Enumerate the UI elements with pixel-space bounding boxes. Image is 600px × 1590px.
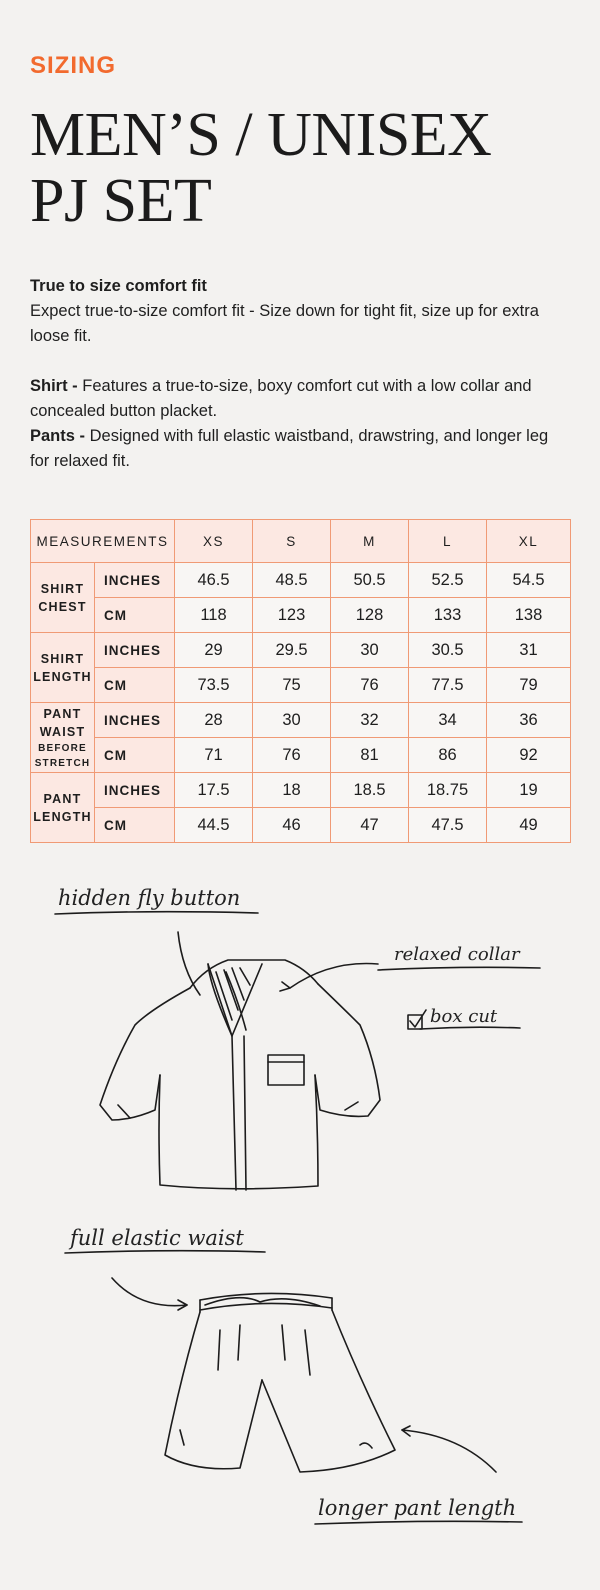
box-cut-check [410, 1010, 426, 1027]
table-cell: 18 [253, 773, 331, 808]
table-cell: 30.5 [409, 633, 487, 668]
size-header-s: S [253, 520, 331, 563]
table-cell: 81 [331, 738, 409, 773]
fit-heading: True to size comfort fit [30, 277, 207, 295]
unit-label: INCHES [95, 703, 175, 738]
shirt-description [30, 374, 550, 424]
measurements-header: MEASUREMENTS [31, 520, 175, 563]
unit-label: INCHES [95, 633, 175, 668]
annotation-box-cut: box cut [430, 1006, 498, 1027]
unit-label: INCHES [95, 773, 175, 808]
garment-sketch [0, 860, 600, 1580]
size-header-m: M [331, 520, 409, 563]
unit-label: INCHES [95, 563, 175, 598]
group-label-shirt-length: SHIRT LENGTH [31, 633, 95, 703]
table-cell: 31 [487, 633, 571, 668]
table-cell: 17.5 [175, 773, 253, 808]
size-chart-table [30, 519, 571, 843]
leader-pant-length [402, 1430, 496, 1472]
table-cell: 47 [331, 808, 409, 843]
table-header-row [31, 520, 571, 563]
shirt-label: Shirt - [30, 377, 78, 395]
table-cell: 75 [253, 668, 331, 703]
table-cell: 52.5 [409, 563, 487, 598]
size-header-l: L [409, 520, 487, 563]
unit-label: CM [95, 738, 175, 773]
table-cell: 76 [253, 738, 331, 773]
table-cell: 49 [487, 808, 571, 843]
group-label-pant-length: PANT LENGTH [31, 773, 95, 843]
table-cell: 138 [487, 598, 571, 633]
table-row [31, 703, 571, 738]
table-cell: 76 [331, 668, 409, 703]
underline-elastic-waist [65, 1251, 265, 1253]
table-cell: 54.5 [487, 563, 571, 598]
leader-elastic-waist [112, 1278, 187, 1306]
shirt-text: Features a true-to-size, boxy comfort cut with a low collar and concealed button placket. [30, 377, 532, 420]
table-cell: 133 [409, 598, 487, 633]
table-cell: 71 [175, 738, 253, 773]
table-cell: 19 [487, 773, 571, 808]
table-cell: 118 [175, 598, 253, 633]
table-row [31, 738, 571, 773]
arrow-relaxed-collar [280, 982, 290, 991]
unit-label: CM [95, 598, 175, 633]
table-cell: 44.5 [175, 808, 253, 843]
table-cell: 30 [253, 703, 331, 738]
annotation-relaxed-collar: relaxed collar [394, 944, 520, 965]
annotation-hidden-fly: hidden fly button [58, 886, 241, 910]
underline-pant-length [315, 1521, 522, 1524]
table-cell: 18.75 [409, 773, 487, 808]
table-cell: 48.5 [253, 563, 331, 598]
shorts-sketch [165, 1293, 395, 1472]
table-cell: 47.5 [409, 808, 487, 843]
table-cell: 29.5 [253, 633, 331, 668]
group-label-pant-waist: PANT WAIST BEFORE STRETCH [31, 703, 95, 773]
table-row [31, 633, 571, 668]
table-cell: 128 [331, 598, 409, 633]
table-cell: 34 [409, 703, 487, 738]
table-cell: 29 [175, 633, 253, 668]
table-cell: 79 [487, 668, 571, 703]
underline-hidden-fly [55, 912, 258, 914]
leader-hidden-fly [178, 932, 200, 995]
table-row [31, 773, 571, 808]
table-row [31, 808, 571, 843]
table-cell: 123 [253, 598, 331, 633]
unit-label: CM [95, 668, 175, 703]
shirt-sketch [100, 960, 380, 1190]
group-label-shirt-chest: SHIRT CHEST [31, 563, 95, 633]
section-eyebrow: SIZING [30, 52, 117, 79]
table-cell: 46.5 [175, 563, 253, 598]
underline-relaxed-collar [378, 967, 540, 970]
table-cell: 18.5 [331, 773, 409, 808]
table-cell: 30 [331, 633, 409, 668]
unit-label: CM [95, 808, 175, 843]
table-cell: 92 [487, 738, 571, 773]
page-title [30, 102, 491, 234]
annotation-elastic-waist: full elastic waist [70, 1226, 244, 1250]
table-cell: 73.5 [175, 668, 253, 703]
leader-relaxed-collar [290, 964, 378, 989]
fit-text: Expect true-to-size comfort fit - Size down for tight fit, size up for extra loose fit. [30, 302, 539, 345]
table-cell: 36 [487, 703, 571, 738]
pants-description [30, 424, 550, 474]
table-row [31, 563, 571, 598]
title-line-1: MEN’S / UNISEX [30, 101, 492, 169]
fit-description [30, 274, 550, 474]
table-cell: 46 [253, 808, 331, 843]
underline-box-cut [420, 1027, 520, 1029]
table-row [31, 598, 571, 633]
title-line-2: PJ SET [30, 167, 212, 235]
size-header-xl: XL [487, 520, 571, 563]
table-cell: 32 [331, 703, 409, 738]
table-cell: 28 [175, 703, 253, 738]
pants-text: Designed with full elastic waistband, drawstring, and longer leg for relaxed fit. [30, 427, 549, 470]
garment-illustration [0, 860, 600, 1580]
pants-label: Pants - [30, 427, 86, 445]
table-row [31, 668, 571, 703]
table-cell: 77.5 [409, 668, 487, 703]
annotation-pant-length: longer pant length [318, 1496, 517, 1520]
table-cell: 50.5 [331, 563, 409, 598]
table-cell: 86 [409, 738, 487, 773]
size-header-xs: XS [175, 520, 253, 563]
